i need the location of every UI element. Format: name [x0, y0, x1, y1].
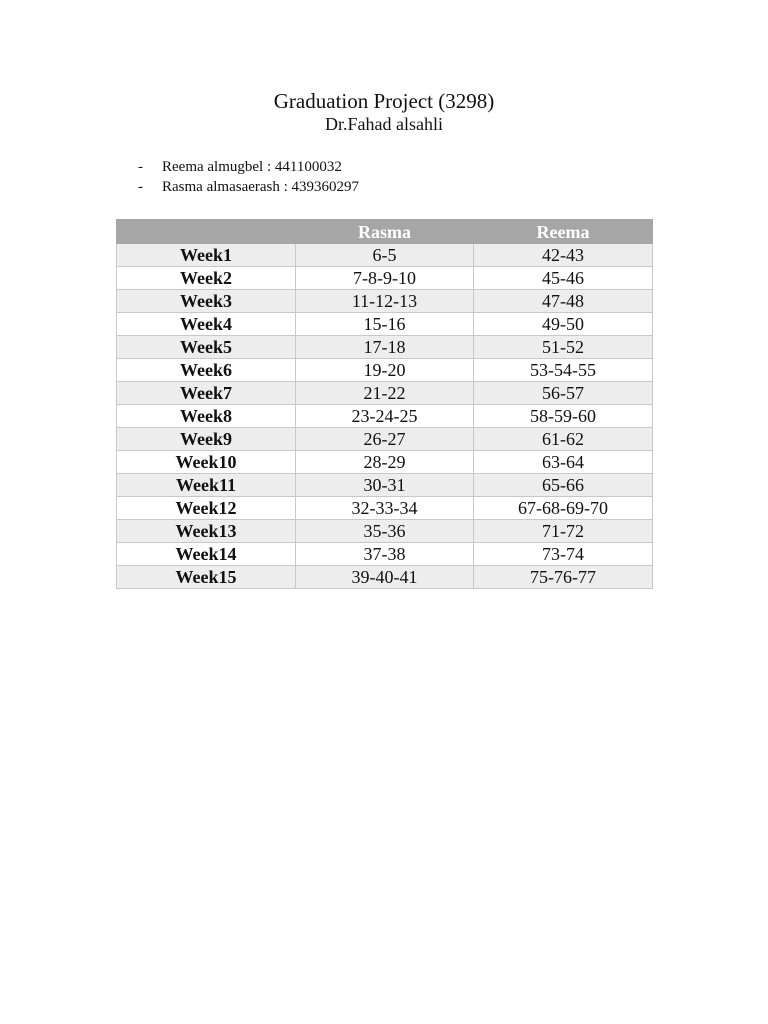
rasma-cell: 23-24-25 [296, 405, 474, 428]
rasma-cell: 17-18 [296, 336, 474, 359]
dash-bullet: - [138, 159, 143, 175]
week-cell: Week2 [117, 267, 296, 290]
rasma-cell: 26-27 [296, 428, 474, 451]
week-cell: Week12 [117, 497, 296, 520]
header-cell-week [117, 220, 296, 244]
week-cell: Week7 [117, 382, 296, 405]
rasma-cell: 21-22 [296, 382, 474, 405]
table-row [117, 336, 653, 359]
reema-cell: 58-59-60 [474, 405, 653, 428]
rasma-cell: 19-20 [296, 359, 474, 382]
week-cell: Week15 [117, 566, 296, 589]
weekly-schedule-table [116, 219, 653, 589]
table-header-row [117, 220, 653, 244]
rasma-cell: 11-12-13 [296, 290, 474, 313]
rasma-cell: 37-38 [296, 543, 474, 566]
table-row [117, 382, 653, 405]
week-cell: Week10 [117, 451, 296, 474]
reema-cell: 75-76-77 [474, 566, 653, 589]
table-row [117, 244, 653, 267]
member-item [138, 177, 359, 197]
week-cell: Week13 [117, 520, 296, 543]
member-text: Reema almugbel : 441100032 [162, 159, 342, 175]
week-cell: Week14 [117, 543, 296, 566]
rasma-cell: 15-16 [296, 313, 474, 336]
member-text: Rasma almasaerash : 439360297 [162, 179, 360, 195]
supervisor-name: Dr.Fahad alsahli [325, 114, 443, 134]
table-row [117, 290, 653, 313]
table-row [117, 267, 653, 290]
rasma-cell: 35-36 [296, 520, 474, 543]
table-row [117, 359, 653, 382]
table-row [117, 474, 653, 497]
reema-cell: 71-72 [474, 520, 653, 543]
reema-cell: 56-57 [474, 382, 653, 405]
rasma-cell: 39-40-41 [296, 566, 474, 589]
reema-cell: 53-54-55 [474, 359, 653, 382]
team-members-list [138, 157, 359, 197]
table-row [117, 428, 653, 451]
table-row [117, 566, 653, 589]
rasma-cell: 7-8-9-10 [296, 267, 474, 290]
week-cell: Week3 [117, 290, 296, 313]
reema-cell: 61-62 [474, 428, 653, 451]
table-body [117, 244, 653, 589]
header-cell-reema: Reema [474, 220, 653, 244]
reema-cell: 63-64 [474, 451, 653, 474]
week-cell: Week1 [117, 244, 296, 267]
table-row [117, 405, 653, 428]
reema-cell: 67-68-69-70 [474, 497, 653, 520]
dash-bullet: - [138, 179, 143, 195]
rasma-cell: 28-29 [296, 451, 474, 474]
week-cell: Week9 [117, 428, 296, 451]
rasma-cell: 6-5 [296, 244, 474, 267]
week-cell: Week6 [117, 359, 296, 382]
table-row [117, 497, 653, 520]
week-cell: Week5 [117, 336, 296, 359]
table-row [117, 543, 653, 566]
reema-cell: 42-43 [474, 244, 653, 267]
reema-cell: 49-50 [474, 313, 653, 336]
reema-cell: 65-66 [474, 474, 653, 497]
table-row [117, 520, 653, 543]
week-cell: Week4 [117, 313, 296, 336]
table-row [117, 313, 653, 336]
table-row [117, 451, 653, 474]
rasma-cell: 32-33-34 [296, 497, 474, 520]
header-cell-rasma: Rasma [296, 220, 474, 244]
reema-cell: 47-48 [474, 290, 653, 313]
rasma-cell: 30-31 [296, 474, 474, 497]
document-title: Graduation Project (3298) [273, 89, 495, 113]
week-cell: Week11 [117, 474, 296, 497]
reema-cell: 51-52 [474, 336, 653, 359]
member-item [138, 157, 359, 177]
week-cell: Week8 [117, 405, 296, 428]
reema-cell: 73-74 [474, 543, 653, 566]
reema-cell: 45-46 [474, 267, 653, 290]
